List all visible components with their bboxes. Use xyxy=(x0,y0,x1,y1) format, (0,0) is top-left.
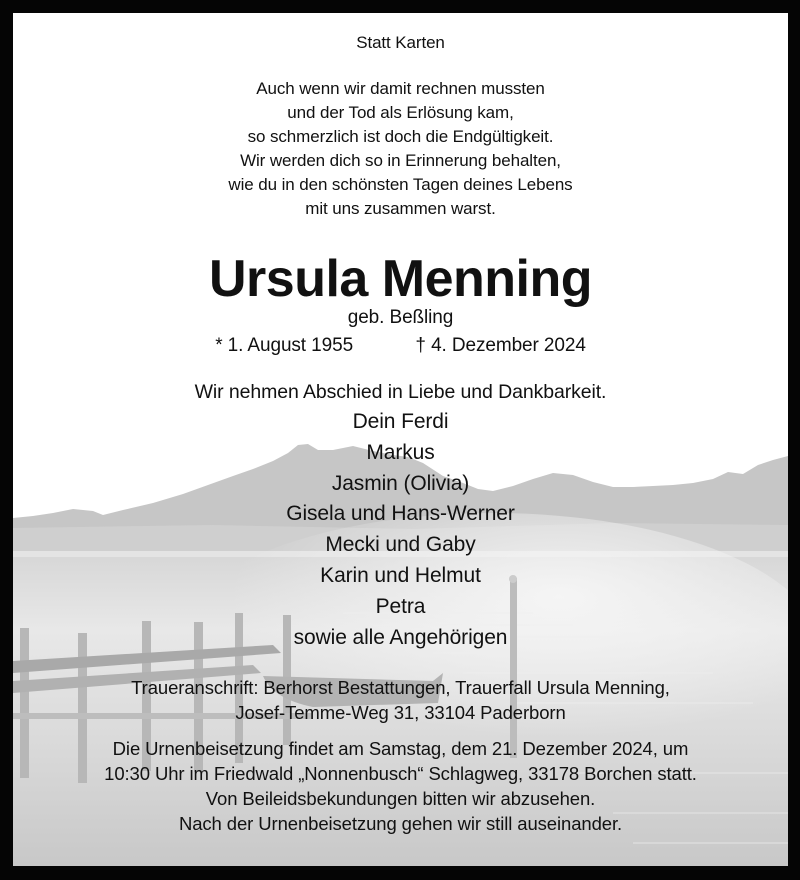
mourner: Karin und Helmut xyxy=(320,563,481,587)
life-dates xyxy=(13,335,788,357)
deceased-name: Ursula Menning xyxy=(208,250,593,308)
burial-info xyxy=(13,736,788,836)
info-line: Von Beileidsbekundungen bitten wir abzusehen. xyxy=(205,788,596,809)
poem-line: Wir werden dich so in Erinnerung behalten, xyxy=(240,151,561,170)
address-line: Traueranschrift: Berhorst Bestattungen, Trauerfall Ursula Menning, xyxy=(131,677,670,698)
poem-line: und der Tod als Erlösung kam, xyxy=(287,103,514,122)
info-line: Nach der Urnenbeisetzung gehen wir still auseinander. xyxy=(178,813,623,834)
info-line: Die Urnenbeisetzung findet am Samstag, dem 21. Dezember 2024, um xyxy=(112,738,689,759)
poem xyxy=(13,77,788,221)
farewell-line: Wir nehmen Abschied in Liebe und Dankbarkeit. xyxy=(194,381,607,403)
header-statt-karten: Statt Karten xyxy=(356,33,445,52)
obituary-card xyxy=(13,13,788,866)
mourner: Dein Ferdi xyxy=(352,410,449,433)
mourner: Markus xyxy=(366,440,435,464)
death-date: † 4. Dezember 2024 xyxy=(415,335,586,356)
mourner: Gisela und Hans-Werner xyxy=(286,502,515,526)
maiden-name: geb. Beßling xyxy=(347,307,454,328)
info-line: 10:30 Uhr im Friedwald „Nonnenbusch“ Schlagweg, 33178 Borchen statt. xyxy=(104,763,697,784)
birth-date: * 1. August 1955 xyxy=(215,335,354,356)
mourners-list xyxy=(13,407,788,653)
mourner: Mecki und Gaby xyxy=(325,533,476,557)
mourner: sowie alle Angehörigen xyxy=(293,625,508,649)
poem-line: so schmerzlich ist doch die Endgültigkeit. xyxy=(247,127,554,146)
poem-line: wie du in den schönsten Tagen deines Lebens xyxy=(228,175,573,194)
mourning-address xyxy=(13,675,788,725)
poem-line: mit uns zusammen warst. xyxy=(305,199,496,218)
address-line: Josef-Temme-Weg 31, 33104 Paderborn xyxy=(235,702,566,723)
mourner: Petra xyxy=(375,594,426,618)
mourner: Jasmin (Olivia) xyxy=(331,471,470,495)
poem-line: Auch wenn wir damit rechnen mussten xyxy=(256,79,545,98)
